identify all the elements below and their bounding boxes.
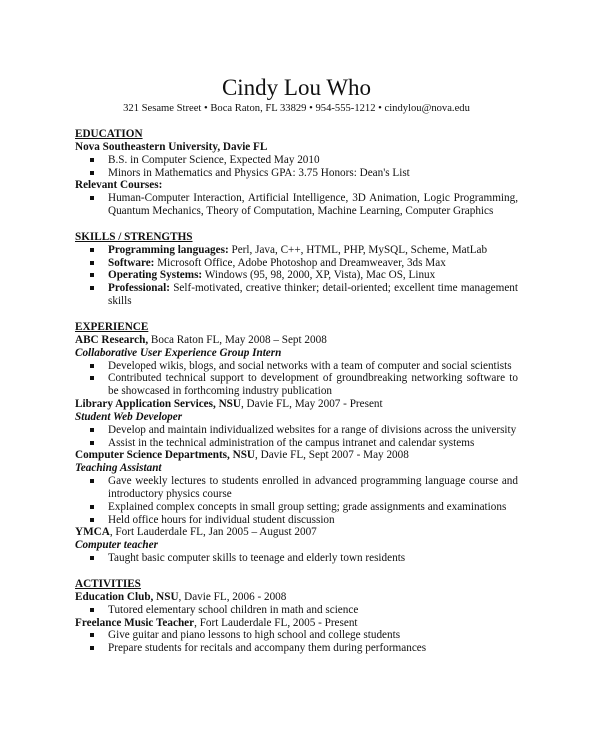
bold-text: Collaborative User Experience Group Intern bbox=[75, 346, 282, 359]
entry-line bbox=[75, 141, 518, 154]
list-item bbox=[75, 269, 518, 282]
text-run: Self-motivated, creative thinker; detail-oriented; excellent time management skills bbox=[108, 282, 518, 308]
section-heading: ACTIVITIES bbox=[75, 578, 141, 590]
entry-line bbox=[75, 347, 518, 360]
bold-text: Software: bbox=[108, 256, 155, 269]
list-item bbox=[75, 604, 518, 617]
text-run: Give guitar and piano lessons to high school and college students bbox=[108, 629, 401, 642]
text-run: Taught basic computer skills to teenage and elderly town residents bbox=[108, 552, 406, 565]
text-run: B.S. in Computer Science, Expected May 2010 bbox=[108, 153, 320, 166]
text-run: Minors in Mathematics and Physics GPA: 3.75 Honors: Dean's List bbox=[108, 166, 410, 179]
text-run: Tutored elementary school children in math and science bbox=[108, 603, 359, 616]
text-run: Microsoft Office, Adobe Photoshop and Dreamweaver, 3ds Max bbox=[154, 256, 446, 269]
bold-text: Professional: bbox=[108, 282, 170, 295]
bold-text: Freelance Music Teacher bbox=[75, 616, 195, 629]
entry-line bbox=[75, 591, 518, 604]
bold-text: ABC Research, bbox=[75, 333, 149, 346]
bold-text: Student Web Developer bbox=[75, 410, 183, 423]
list-item bbox=[75, 360, 518, 373]
list-item bbox=[75, 552, 518, 565]
text-run: Boca Raton FL, May 2008 – Sept 2008 bbox=[148, 333, 327, 346]
list-item bbox=[75, 629, 518, 642]
text-run: , Fort Lauderdale FL, Jan 2005 – August 2007 bbox=[109, 526, 317, 539]
bold-text: Programming languages: bbox=[108, 243, 229, 256]
text-run: Prepare students for recitals and accompany them during performances bbox=[108, 642, 427, 655]
entry-line bbox=[75, 411, 518, 424]
list-item bbox=[75, 475, 518, 501]
text-run: , Davie FL, 2006 - 2008 bbox=[178, 590, 287, 603]
text-run: Explained complex concepts in small group setting; grade assignments and examinations bbox=[108, 500, 507, 513]
entry-line bbox=[75, 526, 518, 539]
text-run: Held office hours for individual student discussion bbox=[108, 513, 335, 526]
bullet-list bbox=[75, 604, 518, 617]
bullet-list bbox=[75, 244, 518, 308]
text-run: Windows (95, 98, 2000, XP, Vista), Mac OS, Linux bbox=[202, 269, 436, 282]
list-item bbox=[75, 372, 518, 398]
resume-sections bbox=[75, 128, 518, 655]
list-item bbox=[75, 244, 518, 257]
section-heading: EXPERIENCE bbox=[75, 320, 149, 333]
bold-text: Nova Southeastern University, Davie FL bbox=[75, 140, 268, 153]
bullet-list bbox=[75, 154, 518, 180]
text-run: Perl, Java, C++, HTML, PHP, MySQL, Scheme, MatLab bbox=[228, 243, 488, 256]
bold-text: YMCA bbox=[75, 526, 110, 539]
section-heading: EDUCATION bbox=[75, 128, 143, 140]
text-run: Human-Computer Interaction, Artificial Intelligence, 3D Animation, Logic Programming, Quantum Mechanics, Theory of Computation, Machine Learning, Computer Graphics bbox=[108, 192, 518, 218]
text-run: Assist in the technical administration of the campus intranet and calendar systems bbox=[108, 436, 475, 449]
section-heading: SKILLS / STRENGTHS bbox=[75, 230, 193, 243]
list-item bbox=[75, 424, 518, 437]
bold-text: Operating Systems: bbox=[108, 269, 203, 282]
list-item bbox=[75, 154, 518, 167]
text-run: , Fort Lauderdale FL, 2005 - Present bbox=[194, 616, 358, 629]
candidate-name: Cindy Lou Who bbox=[221, 75, 372, 100]
list-item bbox=[75, 642, 518, 655]
bold-text: Library Application Services, NSU bbox=[75, 398, 241, 411]
bold-text: Computer teacher bbox=[75, 539, 158, 552]
section-experience bbox=[75, 321, 518, 565]
text-run: Develop and maintain individualized websites for a range of divisions across the university bbox=[108, 423, 517, 436]
bullet-list bbox=[75, 360, 518, 399]
entry-line bbox=[75, 617, 518, 630]
list-item bbox=[75, 437, 518, 450]
list-item bbox=[75, 514, 518, 527]
entry-line bbox=[75, 462, 518, 475]
text-run: Developed wikis, blogs, and social networks with a team of computer and social scientists bbox=[108, 359, 512, 372]
list-item bbox=[75, 282, 518, 308]
list-item bbox=[75, 192, 518, 218]
list-item bbox=[75, 257, 518, 270]
bullet-list bbox=[75, 552, 518, 565]
entry-line bbox=[75, 449, 518, 462]
text-run: Gave weekly lectures to students enrolled in advanced programming language course and introductory physics course bbox=[108, 475, 518, 500]
bold-text: Computer Science Departments, NSU bbox=[75, 449, 256, 462]
section-activities bbox=[75, 578, 518, 655]
text-run: Contributed technical support to development of groundbreaking networking software to be showcased in forthcoming industry publication bbox=[108, 372, 518, 398]
list-item bbox=[75, 167, 518, 180]
bold-text: Teaching Assistant bbox=[75, 462, 162, 475]
section-education bbox=[75, 128, 518, 218]
text-run: , Davie FL, May 2007 - Present bbox=[240, 398, 383, 411]
entry-line bbox=[75, 539, 518, 552]
text-run: , Davie FL, Sept 2007 - May 2008 bbox=[255, 449, 409, 462]
section-skills-strengths bbox=[75, 231, 518, 308]
entry-line bbox=[75, 398, 518, 411]
bullet-list bbox=[75, 424, 518, 450]
bullet-list bbox=[75, 629, 518, 655]
bullet-list bbox=[75, 192, 518, 218]
bold-text: Education Club, NSU bbox=[75, 590, 179, 603]
entry-line bbox=[75, 179, 518, 192]
bold-text: Relevant Courses: bbox=[75, 179, 163, 192]
contact-info: 321 Sesame Street • Boca Raton, FL 33829 • 954-555-1212 • cindylou@nova.edu bbox=[123, 103, 470, 114]
list-item bbox=[75, 501, 518, 514]
entry-line bbox=[75, 334, 518, 347]
bullet-list bbox=[75, 475, 518, 526]
resume-page bbox=[75, 74, 518, 668]
